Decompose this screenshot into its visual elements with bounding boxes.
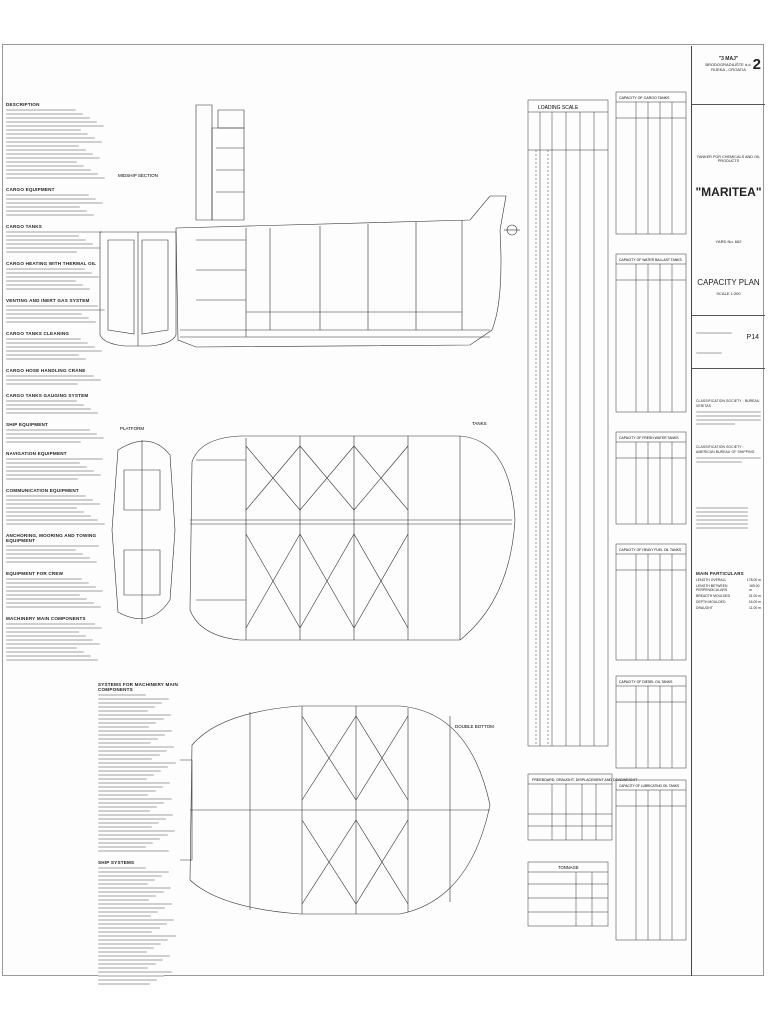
diesel-heading: CAPACITY OF DIESEL OIL TANKS: [619, 680, 673, 684]
particular-row: [696, 578, 761, 582]
section-heading: SHIP SYSTEMS: [98, 860, 135, 865]
double-bottom-label: DOUBLE BOTTOM: [455, 724, 494, 729]
section-heading: SYSTEMS FOR MACHINERY MAIN COMPONENTS: [98, 682, 178, 692]
ship-name: "MARITEA": [695, 185, 762, 199]
section-heading: VENTING AND INERT GAS SYSTEM: [6, 298, 90, 303]
lube-heading: CAPACITY OF LUBRICATING OIL TANKS: [619, 784, 680, 788]
section-heading: EQUIPMENT FOR CREW: [6, 571, 64, 576]
double-bottom-view: [180, 706, 490, 914]
ballast-tanks-heading: CAPACITY OF WATER BALLAST TANKS: [619, 258, 682, 262]
vessel-type: TANKER FOR CHEMICALS AND OIL PRODUCTS: [696, 155, 761, 163]
section-heading: DESCRIPTION: [6, 102, 40, 107]
tonnage-heading: TONNAGE: [558, 865, 579, 870]
particular-label: DEPTH MOULDED: [696, 600, 726, 604]
particular-row: [696, 584, 761, 592]
main-particulars-list: [696, 578, 761, 610]
yard-city: RIJEKA - CROATIA: [711, 67, 746, 72]
section-heading: CARGO HEATING WITH THERMAL OIL: [6, 261, 97, 266]
tanks-plan-view: [190, 436, 515, 640]
section-heading: CARGO TANKS CLEANING: [6, 331, 70, 336]
hfo-heading: CAPACITY OF HEAVY FUEL OIL TANKS: [619, 548, 682, 552]
midship-section-view: [100, 232, 176, 346]
section-heading: CARGO EQUIPMENT: [6, 187, 55, 192]
freeboard-table: [528, 774, 612, 840]
platform-view: [112, 440, 175, 624]
particular-row: [696, 600, 761, 604]
tonnage-table: [528, 862, 608, 926]
main-particulars-heading: MAIN PARTICULARS: [696, 571, 744, 576]
particular-label: DRAUGHT: [696, 606, 713, 610]
cargo-tanks-heading: CAPACITY OF CARGO TANKS: [619, 96, 670, 100]
yard-name: BRODOGRADILIŠTE d.d.: [705, 62, 752, 67]
classification-block: [692, 369, 765, 610]
drawing-number: P14: [746, 334, 759, 341]
profile-view: [176, 105, 520, 347]
section-heading: CARGO TANKS: [6, 224, 43, 229]
classification-1: CLASSIFICATION SOCIETY : BUREAU VERITAS: [696, 399, 760, 408]
drawing-title: CAPACITY PLAN: [697, 278, 760, 287]
company-name: "3 MAJ": [718, 56, 739, 62]
platform-label: PLATFORM: [120, 426, 145, 431]
particular-label: BREADTH MOULDED: [696, 594, 731, 598]
particular-value: 169.00 m: [749, 584, 760, 592]
capacity-tables: [616, 92, 686, 940]
section-heading: CARGO HOSE HANDLING CRANE: [6, 368, 86, 373]
section-heading: NAVIGATION EQUIPMENT: [6, 451, 67, 456]
loading-scale-table: [528, 100, 608, 746]
midship-label: MIDSHIP SECTION: [118, 173, 158, 178]
freeboard-heading: FREEBOARD, DRAUGHT, DISPLACEMENT AND DEADWEIGHT: [532, 778, 638, 782]
section-heading: MACHINERY MAIN COMPONENTS: [6, 616, 86, 621]
section-heading: COMMUNICATION EQUIPMENT: [6, 488, 79, 493]
sheet-number: 2: [752, 56, 761, 73]
vessel-cell: [692, 105, 765, 316]
loading-scale-heading: LOADING SCALE: [538, 105, 579, 111]
particular-value: 31.00 m: [748, 594, 761, 598]
particular-label: LENGTH OVERALL: [696, 578, 727, 582]
section-heading: ANCHORING, MOORING AND TOWING EQUIPMENT: [6, 533, 97, 543]
company-cell: [692, 46, 765, 105]
particular-label: LENGTH BETWEEN PERPENDICULARS: [696, 584, 728, 592]
particular-value: 178.00 m: [746, 578, 761, 582]
drawing-no-cell: [692, 316, 765, 369]
drawing-scale: SCALE 1:200: [716, 291, 741, 296]
classification-2: CLASSIFICATION SOCIETY : AMERICAN BUREAU OF SHIPPING: [696, 445, 755, 454]
section-heading: SHIP EQUIPMENT: [6, 422, 49, 427]
fresh-water-heading: CAPACITY OF FRESH WATER TANKS: [619, 436, 679, 440]
particular-value: 11.00 m: [749, 606, 761, 610]
particular-row: [696, 606, 761, 610]
particular-row: [696, 594, 761, 598]
particular-value: 16.00 m: [748, 600, 761, 604]
tanks-label: TANKS: [472, 421, 487, 426]
yard-number: YARD No. 662: [715, 239, 742, 244]
section-heading: CARGO TANKS GAUGING SYSTEM: [6, 393, 89, 398]
title-block: [691, 46, 765, 976]
